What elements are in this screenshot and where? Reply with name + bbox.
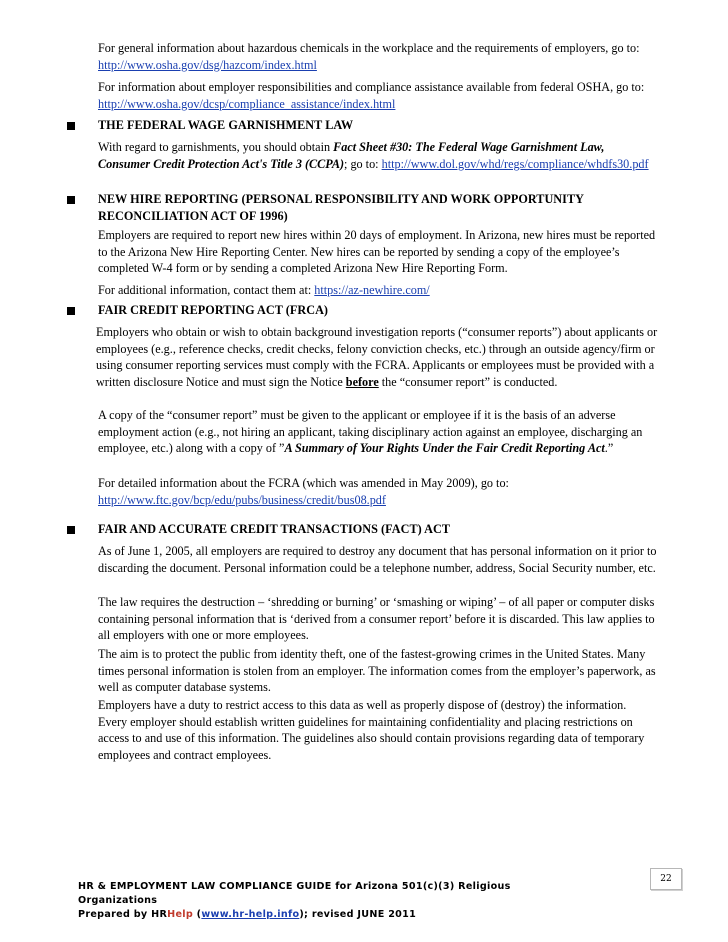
hazcom-link[interactable]: http://www.osha.gov/dsg/hazcom/index.html	[98, 57, 317, 72]
fcra-paragraph-2	[98, 407, 658, 457]
fcra-paragraph-1	[96, 324, 658, 390]
footer-revised: ); revised JUNE 2011	[299, 909, 417, 920]
page-number: 22	[650, 868, 682, 890]
newhire-contact-text: For additional information, contact them at:	[98, 283, 315, 297]
footer-paren-open: (	[193, 909, 202, 920]
garnishment-link[interactable]: http://www.dol.gov/whd/regs/compliance/whdfs30.pdf	[381, 156, 649, 171]
compliance-link[interactable]: http://www.osha.gov/dcsp/compliance_assistance/index.html	[98, 96, 396, 111]
newhire-link[interactable]: https://az-newhire.com/	[314, 283, 430, 297]
bullet-icon	[67, 196, 75, 204]
garnishment-heading: THE FEDERAL WAGE GARNISHMENT LAW	[98, 118, 354, 132]
hazcom-paragraph	[98, 40, 658, 73]
fcra-heading: FAIR CREDIT REPORTING ACT (FRCA)	[98, 303, 329, 317]
compliance-paragraph	[98, 79, 658, 112]
bullet-icon	[67, 122, 75, 130]
compliance-text: For information about employer responsibilities and compliance assistance available from federal OSHA, go to:	[98, 80, 645, 94]
fcra-copy-text-pre: A copy of the “consumer report” must be given to the applicant or employee if it is the basis of an adverse employment action (e.g., not hiring an applicant, taking disciplinary action against an employee, discharging an employee, etc.) along with a copy of ”	[98, 408, 643, 456]
footer-credit	[78, 908, 578, 922]
bullet-icon	[67, 526, 75, 534]
newhire-heading: NEW HIRE REPORTING (PERSONAL RESPONSIBILITY AND WORK OPPORTUNITY RECONCILIATION ACT OF 1996)	[98, 192, 584, 223]
fact-sheet-title: Fact Sheet #30: The Federal Wage Garnishment Law, Consumer Credit Protection Act's Title 3 (CCPA)	[98, 140, 605, 171]
fcra-paragraph-3	[98, 475, 658, 508]
garnishment-text-post: ; go to:	[344, 156, 382, 171]
fcra-copy-text-post: .”	[604, 441, 614, 456]
fcra-text-post: the “consumer report” is conducted.	[378, 374, 558, 389]
footer	[78, 880, 578, 922]
bullet-icon	[67, 307, 75, 315]
fact-paragraph-2: The law requires the destruction – ‘shredding or burning’ or ‘smashing or wiping’ – of all paper or computer disks containing personal information that is ‘derived from a consumer report’ before it is discarded. This law applies to all employers with one or more employees.	[98, 595, 655, 643]
newhire-paragraph: Employers are required to report new hires within 20 days of employment. In Arizona, new hires must be reported to the Arizona New Hire Reporting Center. New hires can be reported by sending a copy of the employee’s completed W-4 form or by sending a completed Arizona New Hire Reporting Form.	[98, 228, 656, 276]
fact-paragraph-1: As of June 1, 2005, all employers are required to destroy any document that has personal information on it prior to discarding the document. Personal information could be a telephone number, address, Social Security number, etc.	[98, 544, 657, 575]
fact-paragraph-3: The aim is to protect the public from identity theft, one of the fastest-growing crimes in the United States. Many times personal information is stolen from an employer. The information comes from the employer’s paperwork, as well as computer database systems.	[98, 647, 656, 695]
garnishment-text-pre: With regard to garnishments, you should obtain	[98, 140, 334, 154]
newhire-contact-paragraph	[98, 282, 658, 299]
summary-of-rights-title: A Summary of Your Rights Under the Fair Credit Reporting Act	[284, 441, 605, 456]
fcra-text-pre: Employers who obtain or wish to obtain background investigation reports (“consumer reports”) about applicants or employees (e.g., reference checks, credit checks, felony conviction checks, etc.) through an outside agency/firm or using consumer reporting services must comply with the FCRA. Applicants or employees must be provided with a written disclosure Notice and must sign the Notice	[96, 325, 658, 389]
hazcom-text: For general information about hazardous chemicals in the workplace and the requirements of employers, go to:	[98, 41, 640, 55]
fcra-detail-text: For detailed information about the FCRA (which was amended in May 2009), go to:	[98, 476, 509, 490]
fact-heading: FAIR AND ACCURATE CREDIT TRANSACTIONS (FACT) ACT	[98, 522, 451, 536]
fcra-link[interactable]: http://www.ftc.gov/bcp/edu/pubs/business/credit/bus08.pdf	[98, 492, 386, 507]
footer-link[interactable]: www.hr-help.info	[201, 909, 300, 920]
before-emphasis: before	[345, 374, 379, 389]
footer-prepared-by: Prepared by HR	[78, 909, 168, 920]
fact-paragraph-4: Employers have a duty to restrict access to this data as well as properly dispose of (destroy) the information. Every employer should establish written guidelines for maintaining confidentiality and placing restrictions on access to and use of this information. The guidelines also should contain provisions regarding data of temporary employees and contract employees.	[98, 698, 645, 762]
garnishment-paragraph	[98, 139, 658, 172]
footer-title: HR & EMPLOYMENT LAW COMPLIANCE GUIDE for Arizona 501(c)(3) Religious Organizations	[78, 881, 511, 906]
footer-brand: Help	[167, 909, 194, 920]
